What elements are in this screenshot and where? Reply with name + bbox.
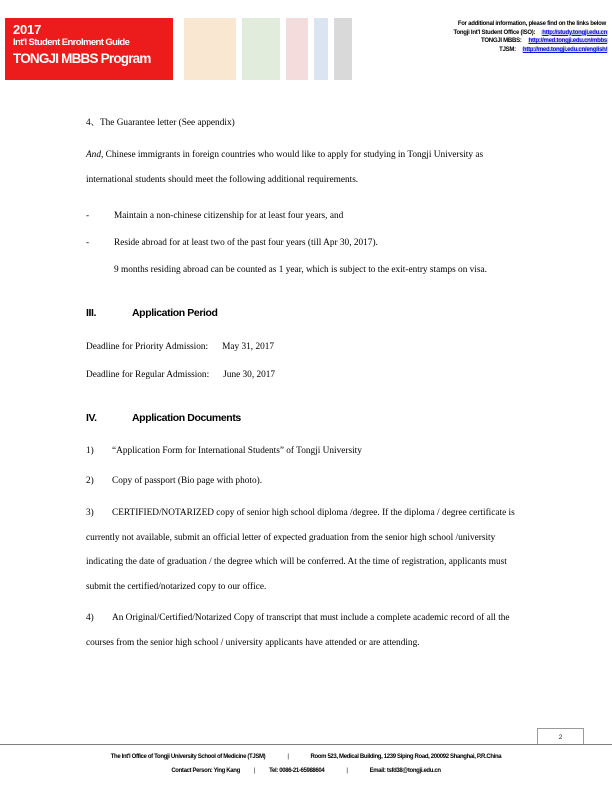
- section-title-application-documents: Application Documents: [132, 412, 241, 424]
- header-link-tjsm: [356, 46, 608, 55]
- header-swatch-1: [184, 18, 236, 80]
- section-numeral-iv: IV.: [86, 412, 97, 424]
- requirement-row-2: [86, 232, 526, 254]
- footer-separator-1: |: [287, 754, 289, 760]
- document-item-4-text: An Original/Certified/Notarized Copy of transcript that must include a complete academic record of all the courses from the senior high school / university applicants have attended or are attending.: [86, 613, 510, 648]
- section-heading-application-documents: [86, 407, 526, 429]
- page-number: 2: [537, 728, 584, 745]
- document-item-4: [86, 606, 526, 655]
- document-item-1-text: “Application Form for International Students” of Tongji University: [112, 446, 362, 456]
- header-link-mbbs: [356, 37, 608, 46]
- footer-divider: [0, 744, 612, 745]
- footer-address: Room 523, Medical Building, 1239 Siping Road, 200092 Shanghai, P.R.China: [310, 754, 502, 760]
- document-item-3-index: 3): [86, 508, 94, 518]
- header-link-mbbs-url[interactable]: http://med.tongji.edu.cn/mbbs: [528, 38, 607, 45]
- document-item-1: [86, 440, 526, 463]
- footer-tel: Tel: 0086-21-65988604: [269, 768, 325, 774]
- bullet-dash-icon-2: -: [86, 238, 90, 248]
- header-links-intro: For additional information, please find on the links below: [457, 21, 606, 27]
- header-link-iso-url[interactable]: http://study.tongji.edu.cn: [542, 29, 607, 36]
- deadline-priority-date: May 31, 2017: [222, 342, 275, 352]
- document-item-2-text: Copy of passport (Bio page with photo).: [112, 476, 263, 486]
- bullet-dash-icon: -: [86, 211, 90, 221]
- document-item-2-index: 2): [86, 476, 94, 486]
- document-item-3: [86, 501, 526, 599]
- footer-office: The Int'l Office of Tongji University School of Medicine (TJSM): [110, 754, 266, 760]
- header-program: TONGJI MBBS Program: [13, 51, 151, 66]
- requirement-row-1: [86, 205, 526, 227]
- header-link-iso: [356, 29, 608, 38]
- requirement-1-text: Maintain a non-chinese citizenship for at least four years, and: [114, 211, 344, 221]
- section-title-application-period: Application Period: [132, 307, 218, 319]
- document-item-1-index: 1): [86, 446, 94, 456]
- header-title-block: [5, 18, 173, 80]
- header-swatch-5: [334, 18, 352, 80]
- guarantee-letter-item: 4、The Guarantee letter (See appendix): [86, 118, 235, 128]
- header-link-iso-label: Tongji Int'l Student Office (ISO):: [453, 29, 536, 36]
- deadline-priority: [86, 336, 526, 359]
- header-swatch-3: [286, 18, 308, 80]
- deadline-priority-label: Deadline for Priority Admission:: [86, 342, 209, 352]
- document-item-3-text: CERTIFIED/NOTARIZED copy of senior high school diploma /degree. If the diploma / degree certificate is currently not available, submit an official letter of expected graduation from the senior high school /university indicating the date of graduation / the degree which will be conferred. At the time of registration, applicants must submit the certified/notarized copy to our office.: [86, 508, 515, 592]
- header-link-tjsm-url[interactable]: http://med.tongji.edu.cn/english/: [522, 46, 607, 53]
- footer-separator-3: |: [346, 768, 348, 774]
- immigrants-paragraph: [86, 143, 526, 192]
- immigrants-paragraph-text: , Chinese immigrants in foreign countries who would like to apply for studying in Tongji University as international students should meet the following additional requirements.: [86, 150, 484, 185]
- footer-separator-2: |: [253, 768, 256, 774]
- immigrants-lead-word: And: [86, 150, 101, 160]
- document-item-4-index: 4): [86, 613, 94, 623]
- header-subtitle: Int'l Student Enrolment Guide: [13, 37, 130, 48]
- header-year: 2017: [13, 22, 42, 37]
- requirement-2-text: Reside abroad for at least two of the past four years (till Apr 30, 2017).: [114, 238, 378, 248]
- header-link-tjsm-label: TJSM:: [499, 46, 516, 53]
- section-numeral-iii: III.: [86, 307, 97, 319]
- page-footer: [0, 750, 612, 778]
- footer-email: Email: tsfd38@tongji.edu.cn: [369, 768, 441, 774]
- requirement-note-text: 9 months residing abroad can be counted as 1 year, which is subject to the exit-entry stamps on visa.: [114, 265, 487, 275]
- deadline-regular-date: June 30, 2017: [223, 370, 276, 380]
- header-swatch-2: [242, 18, 280, 80]
- footer-line-2: [0, 764, 612, 778]
- footer-line-1: [0, 750, 612, 764]
- header-links-block: [356, 20, 608, 54]
- section-heading-application-period: [86, 302, 526, 324]
- header-swatch-4: [314, 18, 328, 80]
- footer-contact-person: Contact Person: Ying Kang: [171, 768, 240, 774]
- document-body: [86, 112, 526, 655]
- header-link-mbbs-label: TONGJI MBBS:: [481, 38, 522, 45]
- document-item-2: [86, 470, 526, 493]
- deadline-regular-label: Deadline for Regular Admission:: [86, 370, 210, 380]
- deadline-regular: [86, 364, 526, 387]
